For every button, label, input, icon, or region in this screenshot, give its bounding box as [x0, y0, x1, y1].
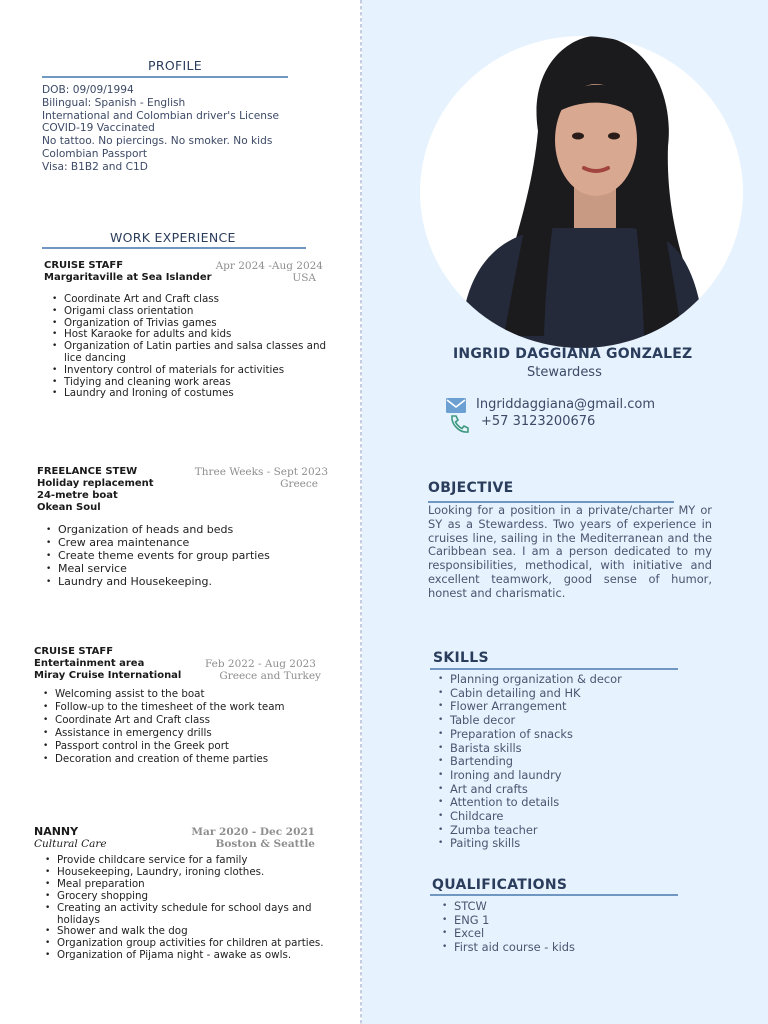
list-item-continued: lice dancing [64, 351, 126, 364]
list-item: • Paiting skills [436, 837, 622, 851]
list-item: • First aid course - kids [440, 941, 575, 955]
job-location: USA [292, 272, 316, 284]
job-employer: Entertainment area [34, 658, 145, 669]
list-item: • Shower and walk the dog [43, 926, 324, 938]
job-dates: Apr 2024 -Aug 2024 [215, 260, 323, 272]
list-item: • Grocery shopping [43, 891, 324, 903]
list-item: • Crew area maintenance [44, 537, 270, 550]
candidate-role: Stewardess [527, 365, 602, 380]
list-item: • Bartending [436, 755, 622, 769]
skills-heading: SKILLS [433, 650, 489, 666]
job-employer: Miray Cruise International [34, 670, 182, 681]
profile-line: International and Colombian driver's License [42, 109, 280, 122]
list-item: • Planning organization & decor [436, 673, 622, 687]
job-duties [43, 855, 324, 962]
qualifications-heading: QUALIFICATIONS [432, 877, 568, 893]
job-duties [44, 524, 270, 589]
list-item: • Excel [440, 927, 575, 941]
list-item: • Coordinate Art and Craft class [50, 294, 326, 306]
list-item: • Organization of Latin parties and salsa classes and [50, 341, 326, 353]
profile-line: Colombian Passport [42, 147, 148, 160]
job-dates: Feb 2022 - Aug 2023 [204, 658, 316, 670]
job-location: Greece [280, 478, 318, 490]
list-item: • Decoration and creation of theme parties [41, 753, 285, 766]
job-title: FREELANCE STEW [37, 466, 138, 477]
list-item: • Passport control in the Greek port [41, 740, 285, 753]
list-item: • Laundry and Ironing of costumes [50, 388, 326, 400]
job-duties [50, 294, 326, 400]
list-item: • STCW [440, 900, 575, 914]
job-employer: Margaritaville at Sea Islander [44, 272, 212, 283]
objective-heading: OBJECTIVE [428, 480, 514, 496]
profile-line: DOB: 09/09/1994 [42, 84, 134, 96]
list-item: • Organization of heads and beds [44, 524, 270, 537]
qualifications-rule [430, 894, 678, 896]
list-item: • Cabin detailing and HK [436, 687, 622, 701]
job-entry [34, 826, 107, 850]
list-item: • Organization of Pijama night - awake as owls. [43, 950, 324, 962]
list-item: • Creating an activity schedule for school days and [43, 903, 324, 915]
phone-icon [448, 414, 470, 434]
job-location: Greece and Turkey [219, 670, 321, 682]
profile-details [42, 84, 279, 174]
skills-rule [430, 668, 678, 670]
job-title: NANNY [34, 825, 79, 838]
job-entry [34, 646, 181, 682]
list-item: • Attention to details [436, 796, 622, 810]
job-employer: 24-metre boat [37, 490, 118, 501]
profile-heading: PROFILE [148, 58, 202, 73]
list-item: • Assistance in emergency drills [41, 727, 285, 740]
list-item: • Barista skills [436, 742, 622, 756]
list-item: • Meal service [44, 563, 270, 576]
list-item-continued: holidays [57, 913, 100, 926]
list-item: • Childcare [436, 810, 622, 824]
email-link[interactable]: Ingriddaggiana@gmail.com [476, 397, 656, 412]
list-item: • Meal preparation [43, 879, 324, 891]
list-item: • Preparation of snacks [436, 728, 622, 742]
job-title: CRUISE STAFF [34, 646, 114, 657]
profile-line: COVID-19 Vaccinated [42, 122, 155, 135]
qualifications-list [440, 900, 575, 955]
job-title: CRUISE STAFF [44, 260, 124, 271]
list-item: • ENG 1 [440, 914, 575, 928]
job-employer: Okean Soul [37, 502, 101, 513]
list-item: • Laundry and Housekeeping. [44, 576, 270, 589]
profile-line: Bilingual: Spanish - English [42, 96, 186, 109]
list-item: • Housekeeping, Laundry, ironing clothes. [43, 867, 324, 879]
work-experience-heading: WORK EXPERIENCE [110, 230, 236, 245]
job-employer: Cultural Care [34, 838, 107, 850]
list-item: • Tidying and cleaning work areas [50, 377, 326, 389]
list-item: • Follow-up to the timesheet of the work team [41, 701, 285, 714]
work-experience-rule [42, 247, 306, 249]
job-dates: Mar 2020 - Dec 2021 [191, 826, 315, 838]
job-duties [41, 688, 285, 765]
job-entry [44, 260, 212, 284]
job-employer: Holiday replacement [37, 478, 154, 489]
list-item: • Welcoming assist to the boat [41, 688, 285, 701]
list-item: • Table decor [436, 714, 622, 728]
list-item: • Host Karaoke for adults and kids [50, 329, 326, 341]
candidate-name: INGRID DAGGIANA GONZALEZ [453, 346, 693, 362]
list-item: • Zumba teacher [436, 824, 622, 838]
list-item: • Organization group activities for children at parties. [43, 938, 324, 950]
list-item: • Art and crafts [436, 783, 622, 797]
profile-line: No tattoo. No piercings. No smoker. No kids [42, 135, 273, 148]
phone-number[interactable]: +57 3123200676 [481, 414, 596, 429]
list-item: • Coordinate Art and Craft class [41, 714, 285, 727]
list-item: • Flower Arrangement [436, 700, 622, 714]
list-item: • Create theme events for group parties [44, 550, 270, 563]
profile-photo [420, 36, 743, 348]
skills-list [436, 673, 622, 851]
list-item: • Ironing and laundry [436, 769, 622, 783]
list-item: • Organization of Trivias games [50, 318, 326, 330]
list-item: • Inventory control of materials for activities [50, 365, 326, 377]
list-item: • Origami class orientation [50, 306, 326, 318]
profile-line: Visa: B1B2 and C1D [42, 160, 148, 173]
profile-rule [42, 76, 288, 78]
job-entry [37, 466, 154, 514]
list-item: • Provide childcare service for a family [43, 855, 324, 867]
job-dates: Three Weeks - Sept 2023 [194, 466, 328, 478]
envelope-icon [446, 398, 466, 413]
profile-photo-illustration [420, 36, 743, 348]
job-location: Boston & Seattle [215, 838, 315, 850]
objective-text: Looking for a position in a private/charter MY or SY as a Stewardess. Two years of experience in cruises line, sailing in the Mediterranean and the Caribbean sea. I am a person dedicated to my responsibilities, methodical, with initiative and excellent teamwork, good sense of humor, honest and charismatic. [428, 503, 712, 600]
